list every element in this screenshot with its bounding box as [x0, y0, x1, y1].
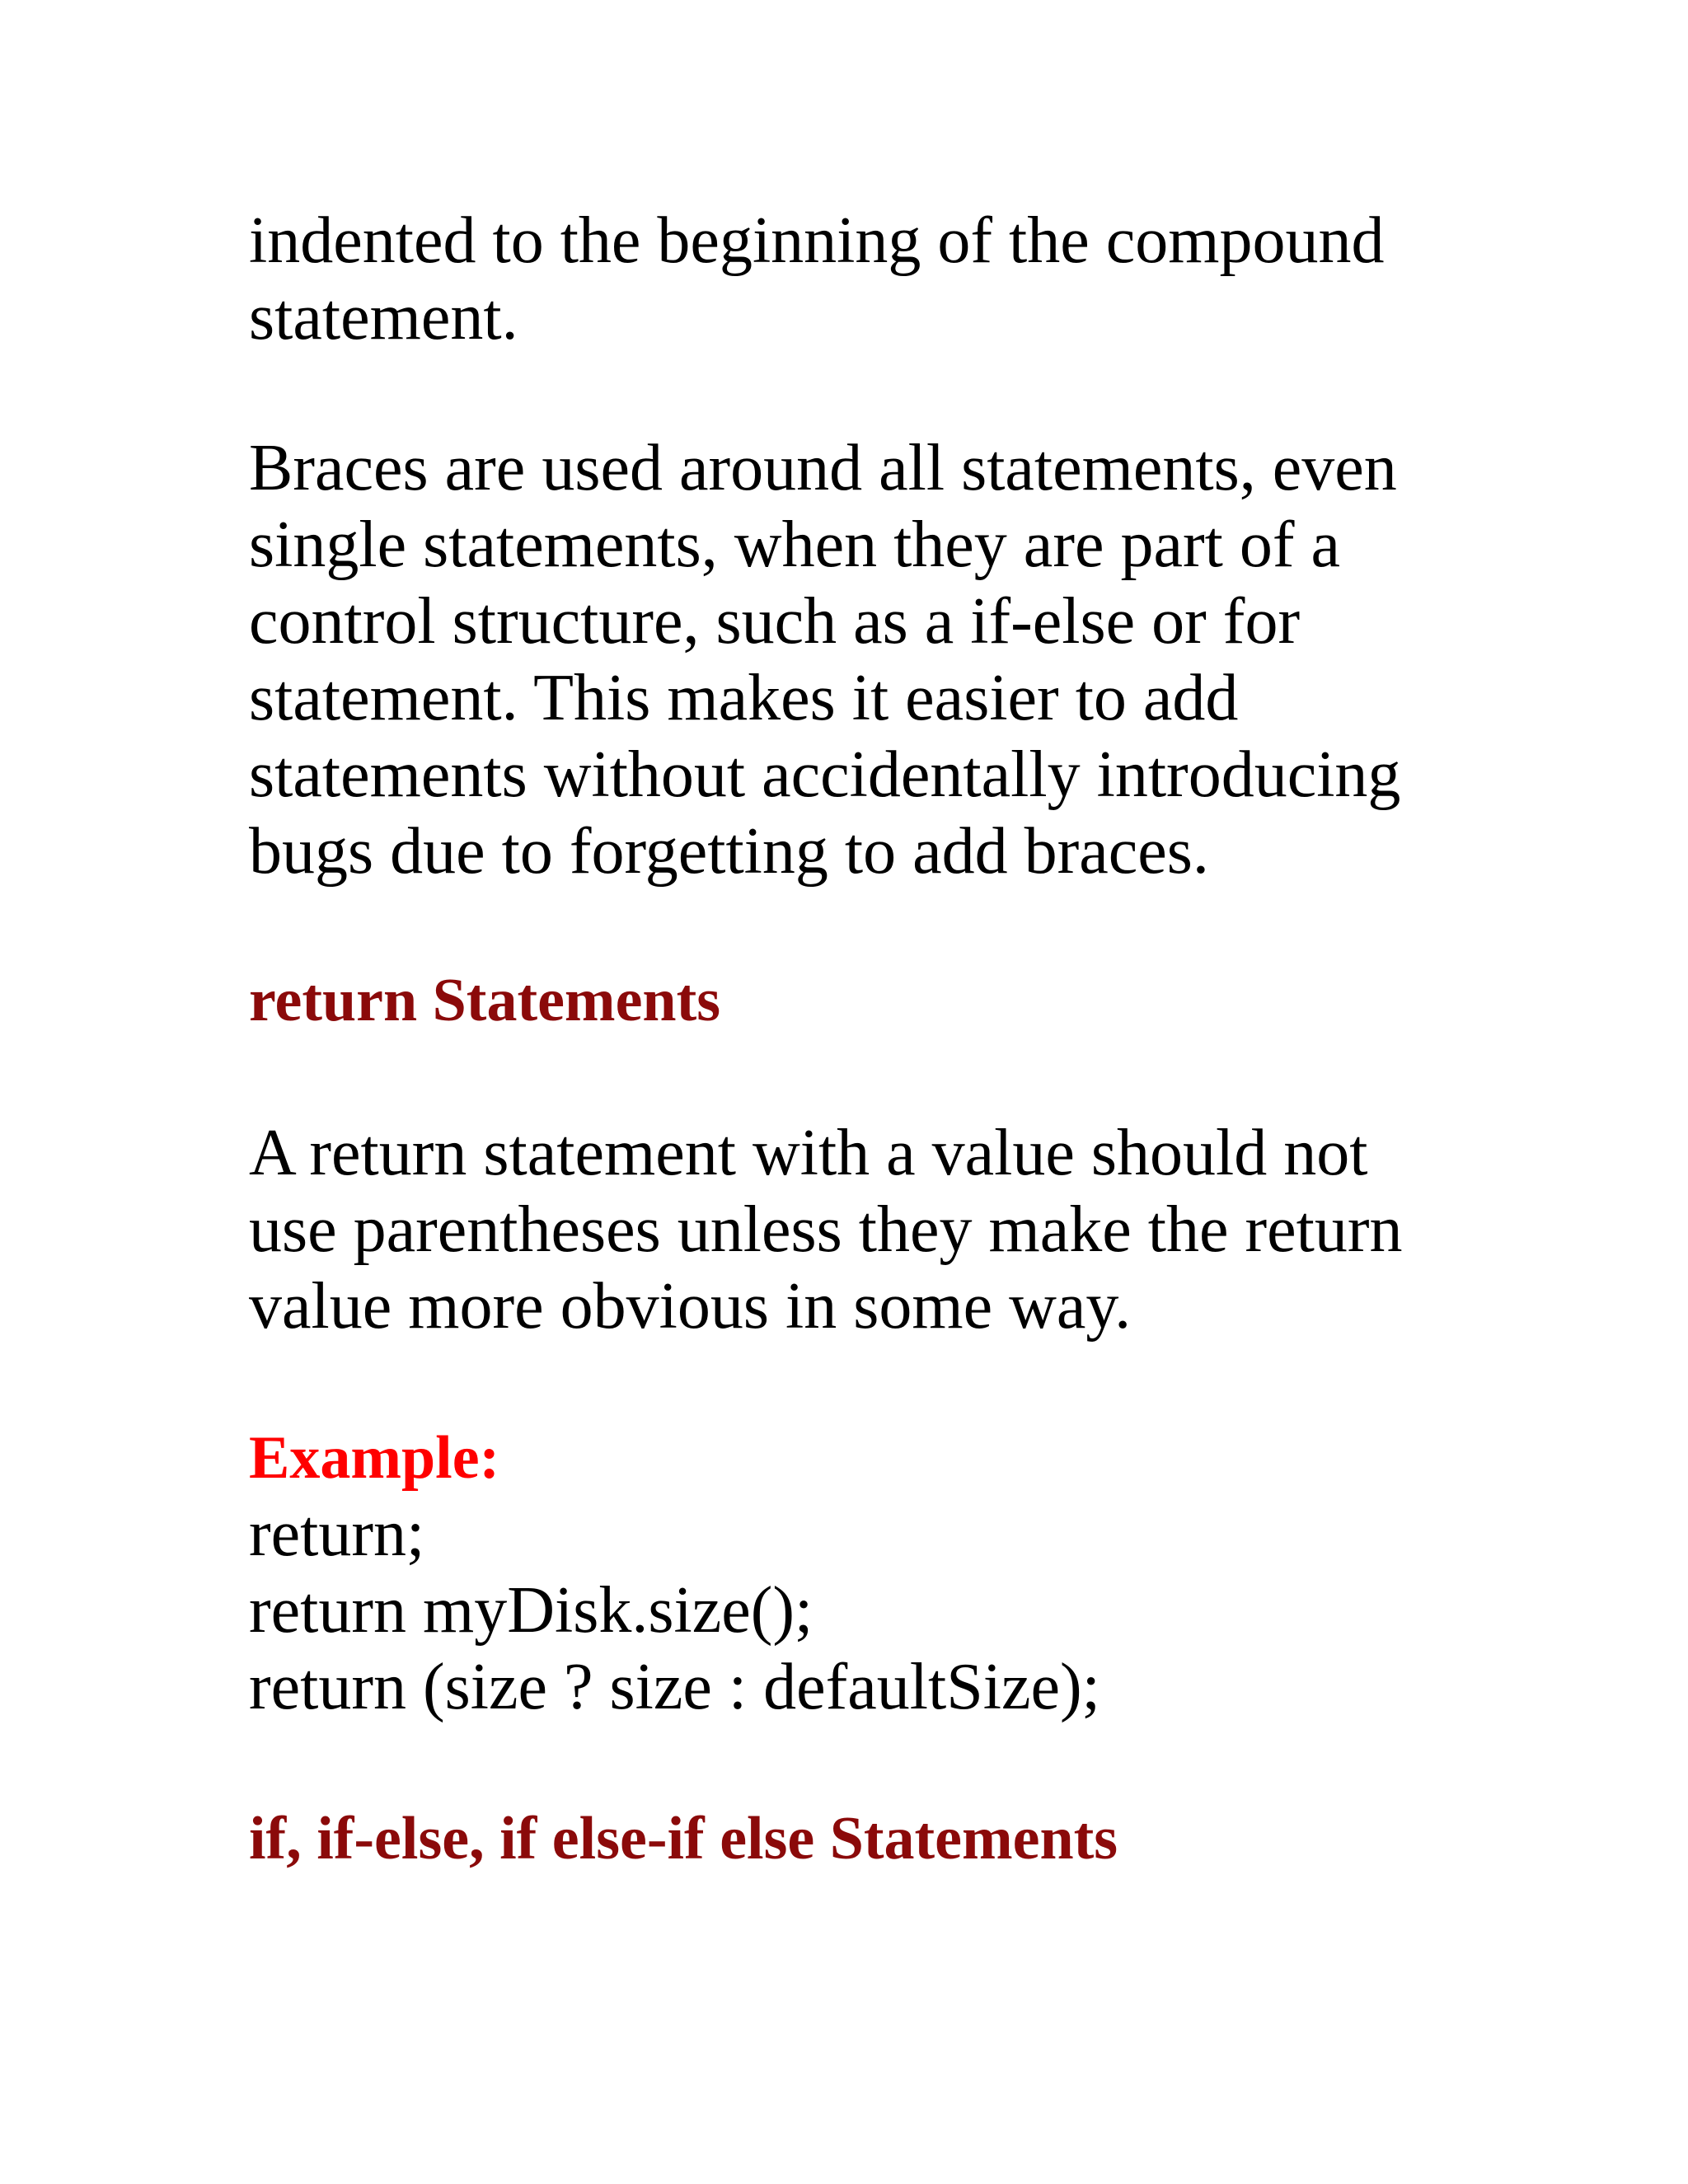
- braces-line: statements without accidentally introducing: [249, 738, 1401, 811]
- braces-line: Braces are used around all statements, even: [249, 432, 1397, 504]
- code-line: return myDisk.size();: [249, 1574, 814, 1647]
- braces-line: bugs due to forgetting to add braces.: [249, 815, 1209, 888]
- if-statements-heading: if, if-else, if else-if else Statements: [249, 1805, 1118, 1872]
- intro-line: statement.: [249, 281, 518, 354]
- return-description-paragraph: [249, 1115, 1485, 1345]
- return-description-line: A return statement with a value should not: [249, 1117, 1368, 1189]
- code-line: return;: [249, 1497, 425, 1570]
- braces-line: control structure, such as a if-else or for: [249, 585, 1301, 658]
- example-label: Example:: [249, 1424, 500, 1492]
- return-description-line: use parentheses unless they make the return: [249, 1193, 1403, 1266]
- braces-line: statement. This makes it easier to add: [249, 662, 1239, 734]
- intro-line: indented to the beginning of the compound: [249, 204, 1385, 277]
- return-statements-heading: return Statements: [249, 967, 721, 1034]
- code-line: return (size ? size : defaultSize);: [249, 1651, 1100, 1723]
- return-description-line: value more obvious in some way.: [249, 1270, 1132, 1343]
- braces-paragraph: [249, 430, 1485, 890]
- intro-paragraph: [249, 203, 1485, 356]
- braces-line: single statements, when they are part of a: [249, 509, 1340, 581]
- code-example: [249, 1496, 1485, 1726]
